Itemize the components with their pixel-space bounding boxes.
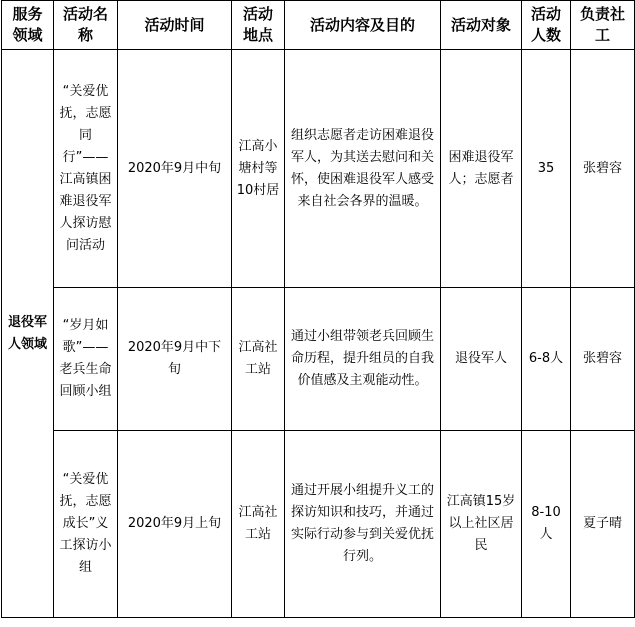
header-activity-target: 活动对象 bbox=[441, 1, 522, 50]
activity-count-cell: 35 bbox=[522, 50, 571, 288]
table-row bbox=[2, 288, 635, 431]
activity-place-cell: 江高社工站 bbox=[232, 431, 285, 618]
activity-time-cell: 2020年9月中下旬 bbox=[118, 288, 232, 431]
activity-content-cell: 组织志愿者走访困难退役军人，为其送去慰问和关怀，使困难退役军人感受来自社会各界的温暖。 bbox=[285, 50, 441, 288]
activity-name-cell: “岁月如歌”——老兵生命回顾小组 bbox=[54, 288, 118, 431]
service-domain-cell: 退役军人领域 bbox=[2, 50, 54, 618]
header-activity-name: 活动名称 bbox=[54, 1, 118, 50]
activity-name-cell: “关爱优抚，志愿同行”——江高镇困难退役军人探访慰问活动 bbox=[54, 50, 118, 288]
activity-target-cell: 退役军人 bbox=[441, 288, 522, 431]
activity-place-cell: 江高社工站 bbox=[232, 288, 285, 431]
table-row bbox=[2, 431, 635, 618]
activity-target-cell: 江高镇15岁以上社区居民 bbox=[441, 431, 522, 618]
responsible-worker-cell: 夏子晴 bbox=[571, 431, 635, 618]
activity-content-cell: 通过开展小组提升义工的探访知识和技巧，并通过实际行动参与到关爱优抚行列。 bbox=[285, 431, 441, 618]
header-activity-count: 活动人数 bbox=[522, 1, 571, 50]
activity-name-cell: “关爱优抚，志愿成长”义工探访小组 bbox=[54, 431, 118, 618]
activity-content-cell: 通过小组带领老兵回顾生命历程，提升组员的自我价值感及主观能动性。 bbox=[285, 288, 441, 431]
table-row bbox=[2, 50, 635, 288]
header-activity-place: 活动地点 bbox=[232, 1, 285, 50]
responsible-worker-cell: 张碧容 bbox=[571, 50, 635, 288]
header-activity-content: 活动内容及目的 bbox=[285, 1, 441, 50]
header-responsible-worker: 负责社工 bbox=[571, 1, 635, 50]
activity-plan-table bbox=[1, 0, 635, 618]
activity-target-cell: 困难退役军人；志愿者 bbox=[441, 50, 522, 288]
table-header-row bbox=[2, 1, 635, 50]
activity-time-cell: 2020年9月上旬 bbox=[118, 431, 232, 618]
activity-count-cell: 8-10人 bbox=[522, 431, 571, 618]
header-service-domain: 服务领域 bbox=[2, 1, 54, 50]
activity-place-cell: 江高小塘村等10村居 bbox=[232, 50, 285, 288]
responsible-worker-cell: 张碧容 bbox=[571, 288, 635, 431]
activity-count-cell: 6-8人 bbox=[522, 288, 571, 431]
activity-time-cell: 2020年9月中旬 bbox=[118, 50, 232, 288]
header-activity-time: 活动时间 bbox=[118, 1, 232, 50]
